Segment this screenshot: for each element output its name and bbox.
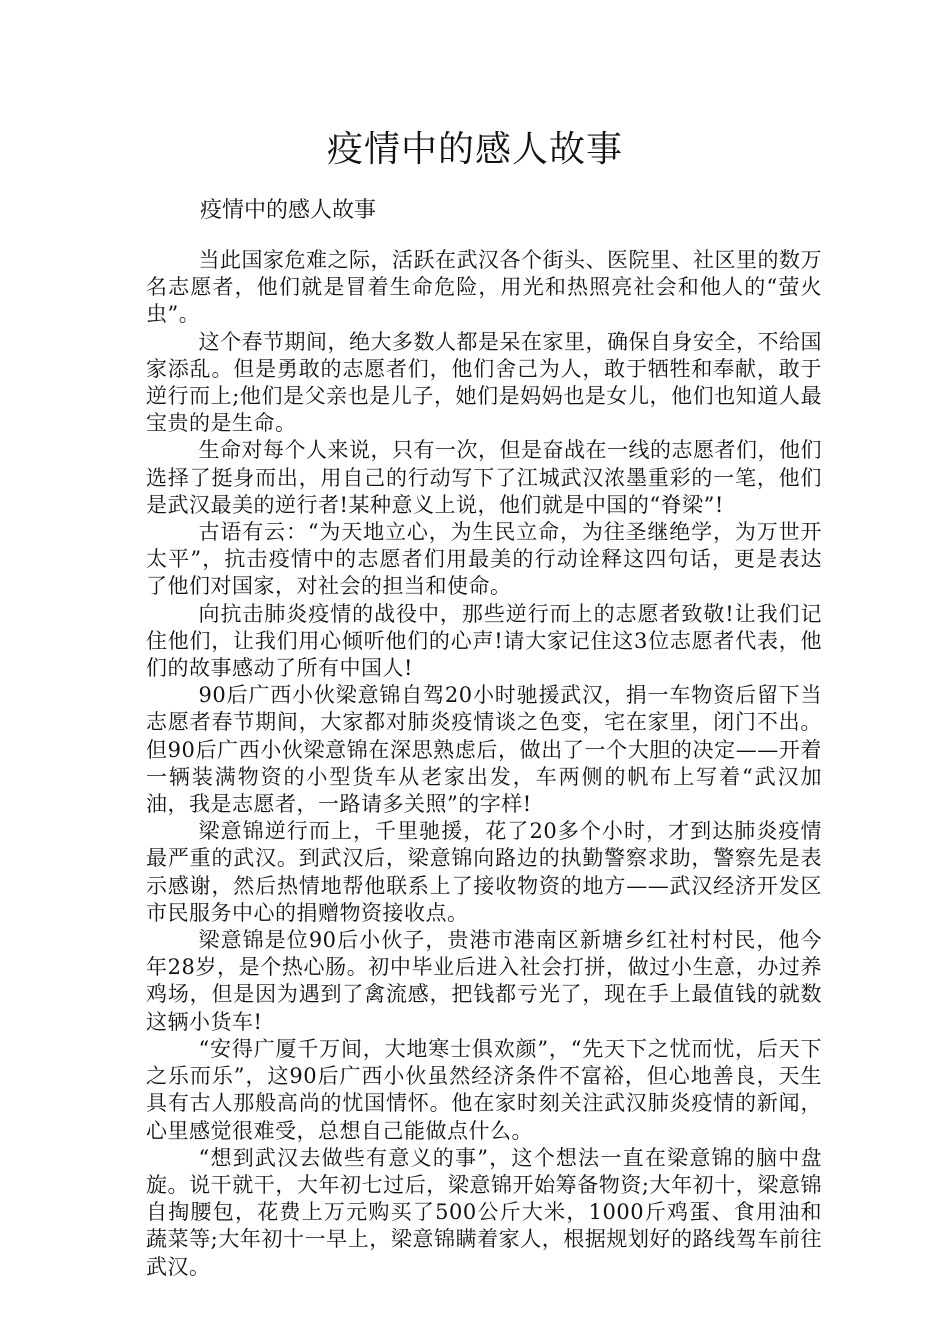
paragraph: “安得广厦千万间，大地寒士俱欢颜”，“先天下之忧而忧，后天下之乐而乐”，这90后广西小伙虽然经济条件不富裕，但心地善良，天生具有古人那般高尚的忧国情怀。他在家时刻关注武汉肺炎疫情的新闻，心里感觉很难受，总想自己能做点什么。 <box>146 1036 822 1143</box>
paragraph: 梁意锦是位90后小伙子，贵港市港南区新塘乡红社村村民，他今年28岁，是个热心肠。初中毕业后进入社会打拼，做过小生意，办过养鸡场，但是因为遇到了禽流感，把钱都亏光了，现在手上最值钱的就数这辆小货车! <box>146 928 822 1034</box>
document-body <box>146 247 822 1281</box>
paragraph: 古语有云：“为天地立心，为生民立命，为往圣继绝学，为万世开太平”，抗击疫情中的志愿者们用最美的行动诠释这四句话，更是表达了他们对国家，对社会的担当和使命。 <box>146 520 822 599</box>
paragraph: 90后广西小伙梁意锦自驾20小时驰援武汉，捐一车物资后留下当志愿者春节期间，大家都对肺炎疫情谈之色变，宅在家里，闭门不出。但90后广西小伙梁意锦在深思熟虑后，做出了一个大胆的决定——开着一辆装满物资的小型货车从老家出发，车两侧的帆布上写着“武汉加油，我是志愿者，一路请多关照”的字样! <box>146 683 822 817</box>
paragraph: 梁意锦逆行而上，千里驰援，花了20多个小时，才到达肺炎疫情最严重的武汉。到武汉后，梁意锦向路边的执勤警察求助，警察先是表示感谢，然后热情地帮他联系上了接收物资的地方——武汉经济开发区市民服务中心的捐赠物资接收点。 <box>146 819 822 925</box>
paragraph: 生命对每个人来说，只有一次，但是奋战在一线的志愿者们，他们选择了挺身而出，用自己的行动写下了江城武汉浓墨重彩的一笔，他们是武汉最美的逆行者!某种意义上说，他们就是中国的“脊梁”! <box>146 438 822 517</box>
paragraph: 当此国家危难之际，活跃在武汉各个街头、医院里、社区里的数万名志愿者，他们就是冒着生命危险，用光和热照亮社会和他人的“萤火虫”。 <box>146 248 822 327</box>
paragraph: 这个春节期间，绝大多数人都是呆在家里，确保自身安全，不给国家添乱。但是勇敢的志愿者们，他们舍己为人，敢于牺牲和奉献，敢于逆行而上;他们是父亲也是儿子，她们是妈妈也是女儿，他们也知道人最宝贵的是生命。 <box>146 329 822 436</box>
paragraph: 向抗击肺炎疫情的战役中，那些逆行而上的志愿者致敬!让我们记住他们，让我们用心倾听他们的心声!请大家记住这3位志愿者代表，他们的故事感动了所有中国人! <box>146 601 822 681</box>
document-subtitle: 疫情中的感人故事 <box>200 198 377 223</box>
paragraph: “想到武汉去做些有意义的事”，这个想法一直在梁意锦的脑中盘旋。说干就干，大年初七过后，梁意锦开始筹备物资;大年初十，梁意锦自掏腰包，花费上万元购买了500公斤大米，1000斤鸡蛋、食用油和蔬菜等;大年初十一早上，梁意锦瞒着家人，根据规划好的路线驾车前往武汉。 <box>146 1145 822 1279</box>
document-title: 疫情中的感人故事 <box>326 129 623 170</box>
